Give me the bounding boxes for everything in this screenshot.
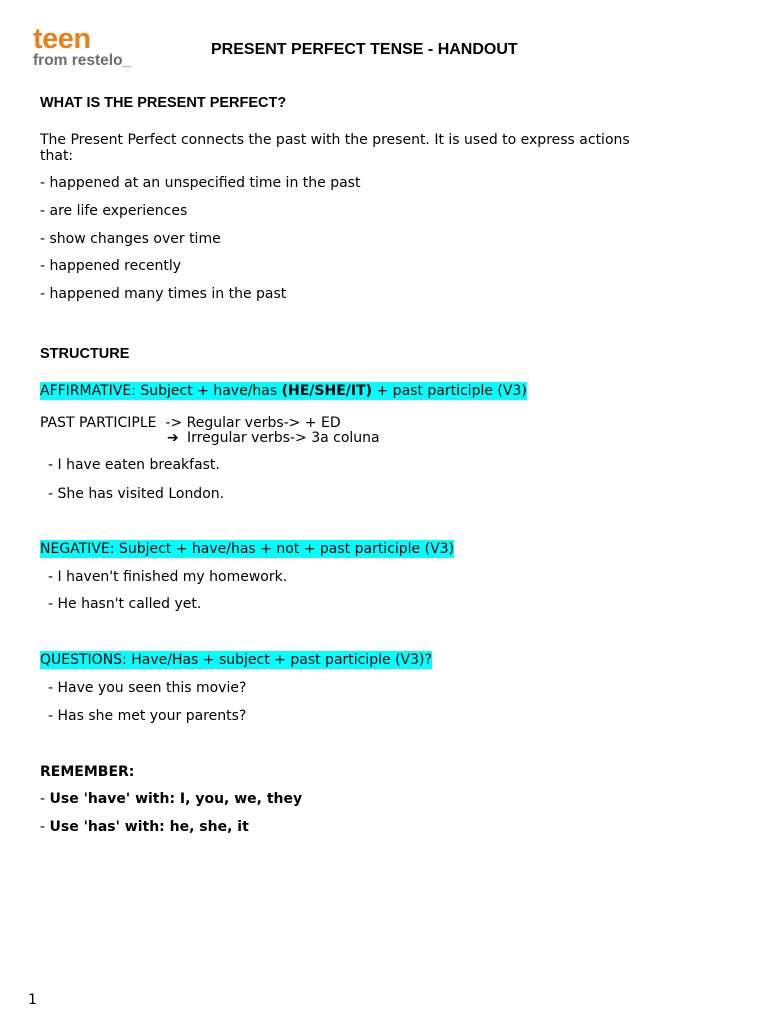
page-number: 1 bbox=[28, 992, 37, 1008]
logo-tagline: from restelo_ bbox=[33, 52, 132, 69]
example-item: - I haven't finished my homework. bbox=[48, 569, 288, 585]
remember-item bbox=[40, 819, 249, 835]
arrow-right-icon: ➔ bbox=[167, 430, 179, 446]
past-participle-irregular-text: Irregular verbs-> 3a coluna bbox=[187, 430, 380, 446]
example-item: - She has visited London. bbox=[48, 486, 225, 502]
list-item: - happened at an unspecified time in the past bbox=[40, 175, 361, 191]
list-item: - happened recently bbox=[40, 258, 182, 274]
affirmative-rule bbox=[40, 383, 527, 399]
section-heading-intro: WHAT IS THE PRESENT PERFECT? bbox=[40, 95, 287, 111]
list-item: - are life experiences bbox=[40, 203, 188, 219]
intro-paragraph: The Present Perfect connects the past with the present. It is used to express actions that: bbox=[40, 132, 630, 164]
example-item: - He hasn't called yet. bbox=[48, 596, 202, 612]
past-participle-irregular bbox=[167, 430, 380, 446]
past-participle-regular: PAST PARTICIPLE -> Regular verbs-> + ED bbox=[40, 415, 341, 431]
example-item: - I have eaten breakfast. bbox=[48, 457, 220, 473]
list-item: - happened many times in the past bbox=[40, 286, 287, 302]
questions-rule-text: QUESTIONS: Have/Has + subject + past participle (V3)? bbox=[40, 652, 432, 668]
section-heading-structure: STRUCTURE bbox=[40, 346, 130, 362]
list-item: - show changes over time bbox=[40, 231, 221, 247]
negative-rule bbox=[40, 541, 454, 557]
remember-item bbox=[40, 791, 302, 807]
logo-wordmark: teen bbox=[33, 23, 91, 55]
negative-rule-text: NEGATIVE: Subject + have/has + not + past participle (V3) bbox=[40, 541, 455, 557]
example-item: - Has she met your parents? bbox=[48, 708, 247, 724]
affirmative-rule-end: + past participle (V3) bbox=[372, 383, 527, 399]
remember-heading: REMEMBER: bbox=[40, 764, 135, 780]
remember-text: Use 'has' with: he, she, it bbox=[49, 819, 249, 835]
remember-text: Use 'have' with: I, you, we, they bbox=[49, 791, 303, 807]
example-item: - Have you seen this movie? bbox=[48, 680, 247, 696]
affirmative-rule-start: AFFIRMATIVE: Subject + have/has bbox=[40, 383, 282, 399]
page-title: PRESENT PERFECT TENSE - HANDOUT bbox=[211, 41, 518, 58]
remember-dash: - bbox=[40, 819, 50, 835]
affirmative-rule-bold: (HE/SHE/IT) bbox=[281, 383, 373, 399]
remember-dash: - bbox=[40, 791, 50, 807]
questions-rule bbox=[40, 652, 432, 668]
